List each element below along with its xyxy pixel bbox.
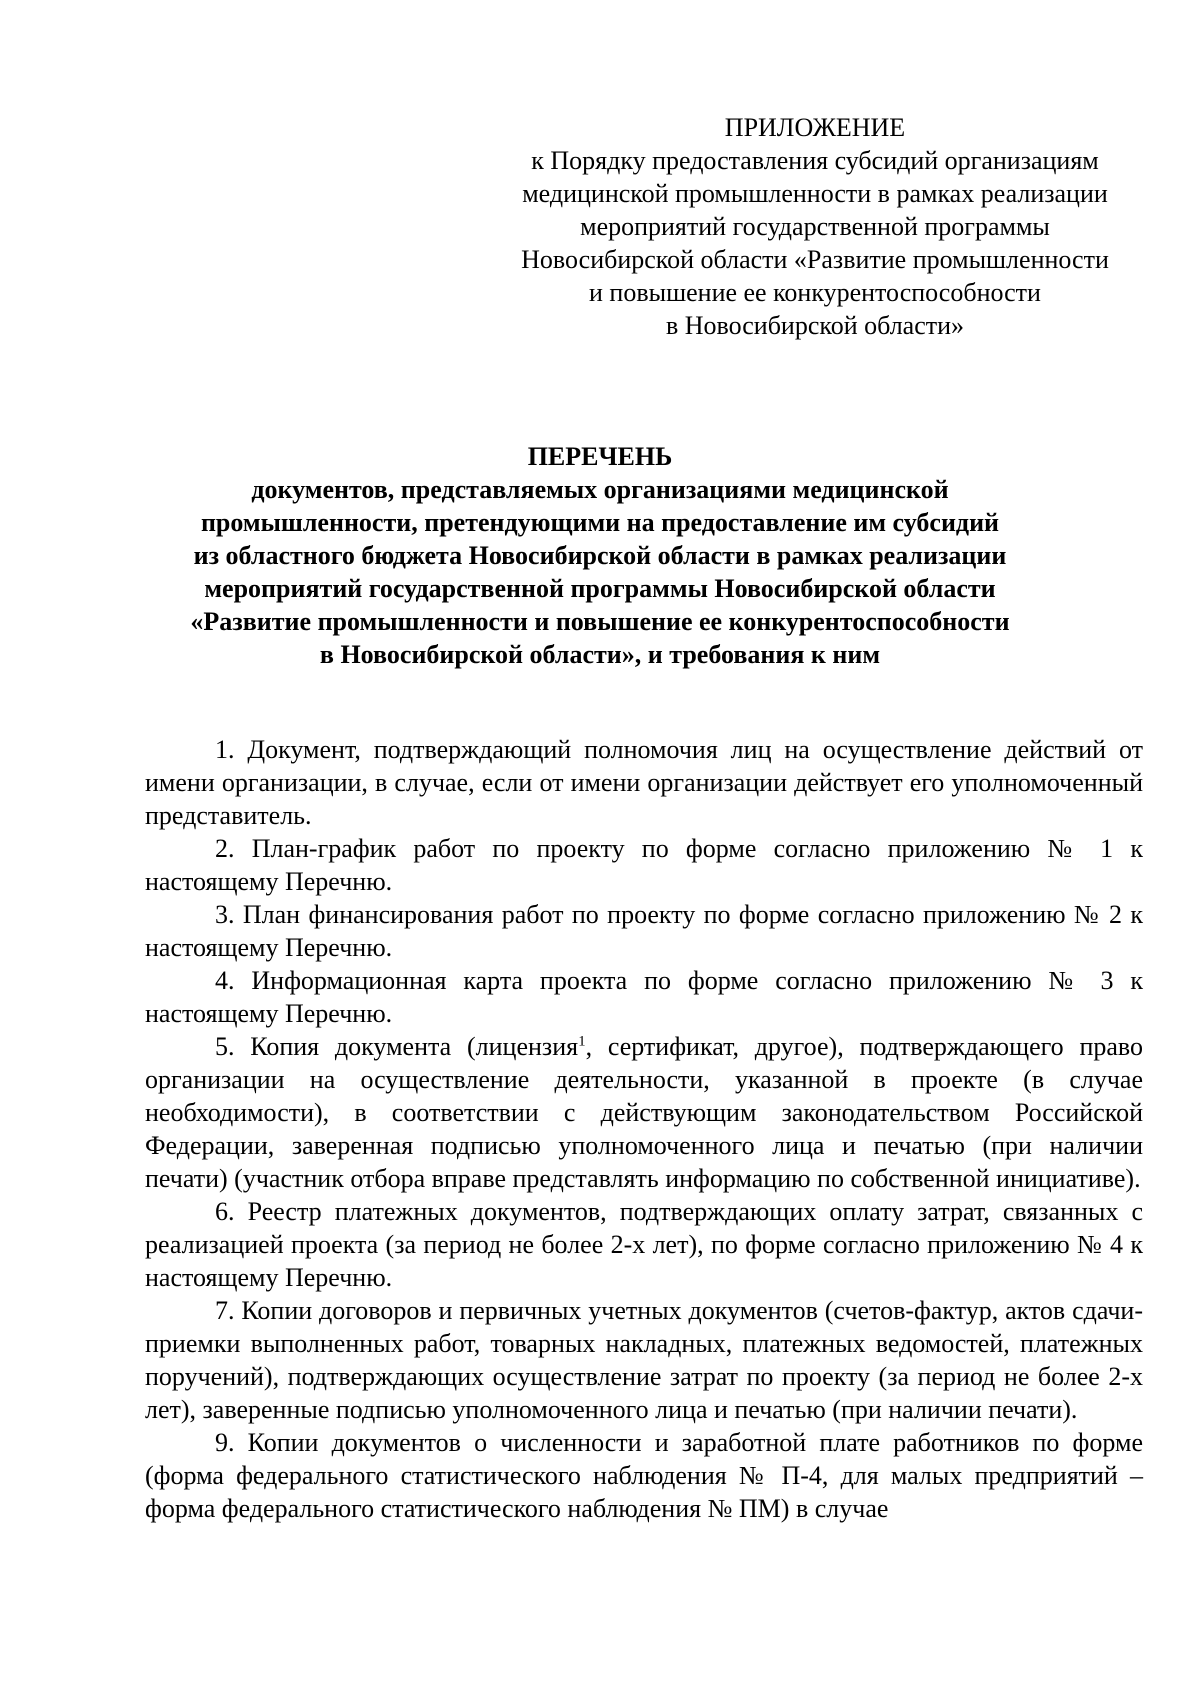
list-item-1: 1. Документ, подтверждающий полномочия лиц на осуществление действий от имени организации, в случае, если от имени организации действует его уполномоченный представитель.	[145, 735, 1143, 830]
footnote-marker: 1	[578, 1033, 586, 1050]
title-line: «Развитие промышленности и повышение ее конкурентоспособности	[190, 607, 1010, 636]
appendix-heading: ПРИЛОЖЕНИЕ	[724, 113, 906, 142]
list-item-2: 2. План-график работ по проекту по форме согласно приложению № 1 к настоящему Перечню.	[145, 834, 1143, 896]
list-item-5-text: 5. Копия документа (лицензия	[215, 1032, 579, 1061]
title-line: мероприятий государственной программы Новосибирской области	[204, 574, 996, 603]
list-item-5-text-cont: , сертификат, другое), подтверждающего право организации на осуществление деятельности, указанной в проекте (в случае необходимости), в соответствии с действующим законодательством Российской Федерации, заверенная подписью уполномоченного лица и печатью (при наличии печати) (участник отбора вправе представлять информацию по собственной инициативе).	[145, 1032, 1144, 1193]
list-item-4: 4. Информационная карта проекта по форме согласно приложению № 3 к настоящему Перечню.	[145, 966, 1143, 1028]
list-item-3: 3. План финансирования работ по проекту по форме согласно приложению № 2 к настоящему Перечню.	[145, 900, 1143, 962]
appendix-line: к Порядку предоставления субсидий организациям	[531, 146, 1099, 175]
list-item-5	[145, 1030, 1143, 1195]
appendix-header	[480, 111, 1150, 342]
appendix-line: Новосибирской области «Развитие промышленности	[521, 245, 1109, 274]
appendix-line: медицинской промышленности в рамках реализации	[522, 179, 1108, 208]
document-body	[145, 733, 1143, 1525]
title-line: из областного бюджета Новосибирской области в рамках реализации	[193, 541, 1007, 570]
title-heading: ПЕРЕЧЕНЬ	[527, 442, 673, 471]
title-line: промышленности, претендующими на предоставление им субсидий	[200, 508, 1000, 537]
list-item-7: 7. Копии договоров и первичных учетных документов (счетов-фактур, актов сдачи-приемки выполненных работ, товарных накладных, платежных ведомостей, платежных поручений), подтверждающих осуществление затрат по проекту (за период не более 2-х лет), заверенные подписью уполномоченного лица и печатью (при наличии печати).	[145, 1296, 1143, 1424]
title-line: документов, представляемых организациями медицинской	[251, 475, 949, 504]
list-item-6: 6. Реестр платежных документов, подтверждающих оплату затрат, связанных с реализацией проекта (за период не более 2-х лет), по форме согласно приложению № 4 к настоящему Перечню.	[145, 1197, 1143, 1292]
list-item-9: 9. Копии документов о численности и заработной плате работников по форме (форма федерального статистического наблюдения № П-4, для малых предприятий – форма федерального статистического наблюдения № ПМ) в случае	[145, 1428, 1143, 1523]
appendix-line: и повышение ее конкурентоспособности	[589, 278, 1041, 307]
title-line: в Новосибирской области», и требования к ним	[319, 640, 881, 669]
appendix-line: мероприятий государственной программы	[580, 212, 1050, 241]
appendix-line: в Новосибирской области»	[665, 311, 965, 340]
document-title	[145, 440, 1055, 671]
